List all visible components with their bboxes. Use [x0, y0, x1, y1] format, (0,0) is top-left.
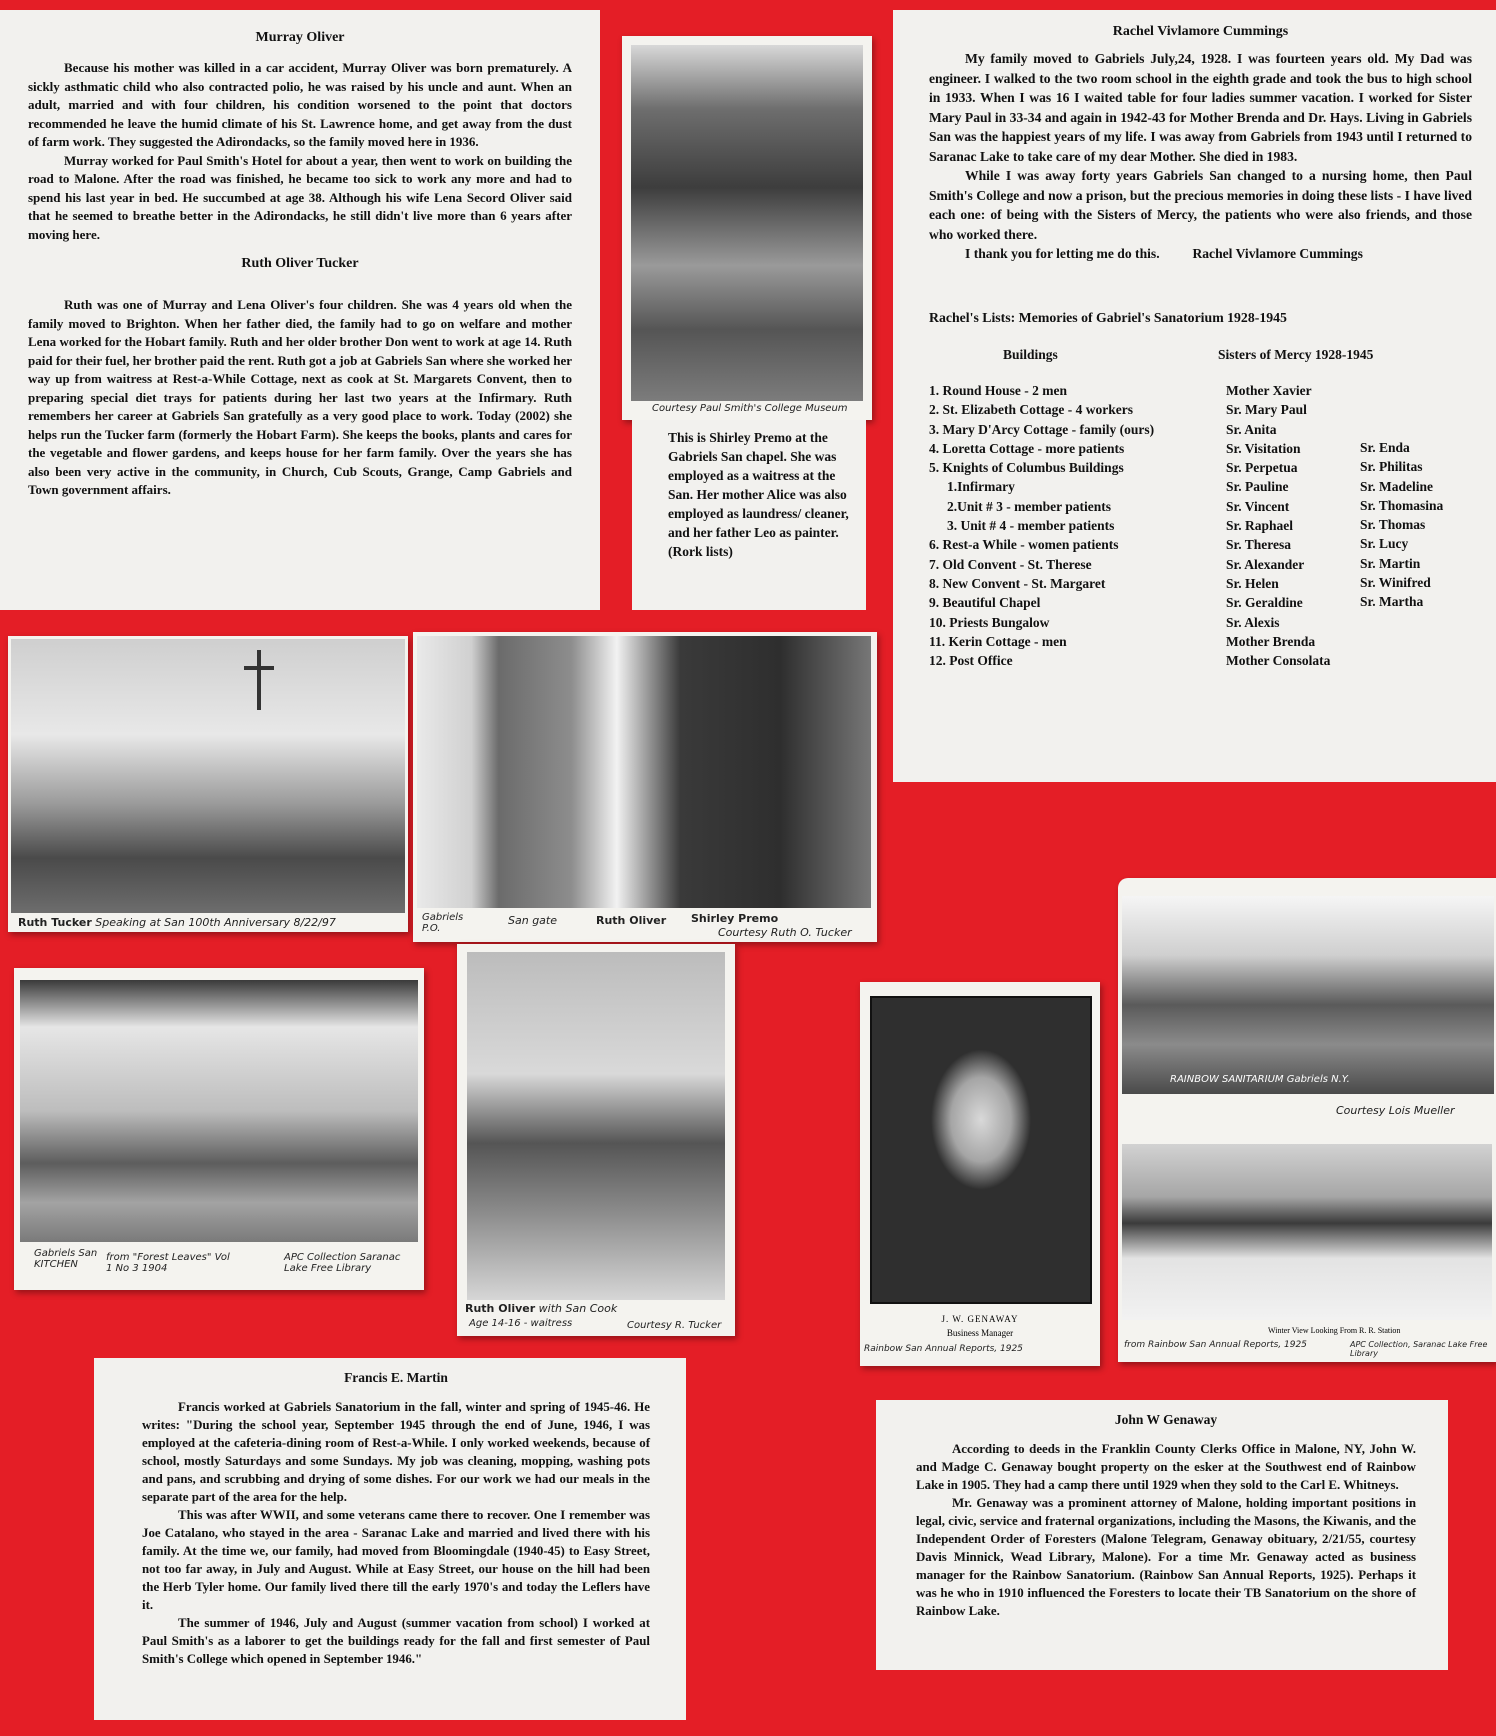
list-item: Sr. Theresa: [1226, 537, 1292, 553]
john-title: John W Genaway: [1114, 1412, 1218, 1427]
rainbow-label: RAINBOW SANITARIUM Gabriels N.Y.: [1170, 1074, 1350, 1085]
list-item: Sr. Thomas: [1360, 517, 1426, 533]
ruth-and-cook-photo: [467, 952, 725, 1300]
genaway-role: Business Manager: [946, 1328, 1014, 1338]
list-item: Sr. Philitas: [1360, 459, 1423, 475]
sisters-list-2: [1360, 438, 1443, 612]
rainbow-sanitarium-card: [1118, 878, 1496, 1362]
rachel-signature: Rachel Vivlamore Cummings: [1192, 246, 1363, 261]
gate-photo-card: [413, 632, 877, 942]
list-item: Sr. Geraldine: [1226, 595, 1303, 611]
sisters-header: Sisters of Mercy 1928-1945: [1218, 347, 1374, 362]
list-item: Sr. Helen: [1226, 575, 1279, 591]
shirley-caption: This is Shirley Premo at the Gabriels San chapel. She was employed as a waitress at the San. Her mother Alice was also employed as laundress/ cleaner, and her father Leo as painter. (Rork lists): [668, 430, 849, 559]
list-item: 2. St. Elizabeth Cottage - 4 workers: [929, 402, 1133, 418]
list-item: Sr. Thomasina: [1360, 497, 1444, 513]
list-item: Mother Consolata: [1226, 653, 1331, 669]
chapel-caption-name: Ruth Tucker: [18, 916, 92, 929]
rachel-title: Rachel Vivlamore Cummings: [1112, 24, 1289, 39]
list-item: 10. Priests Bungalow: [929, 614, 1050, 630]
shirley-premo-photo: [631, 45, 863, 401]
francis-card: [94, 1358, 686, 1720]
list-item: Sr. Enda: [1360, 440, 1410, 455]
gate-caption-po: Gabriels P.O.: [422, 912, 464, 934]
shirley-photo-card: [622, 36, 872, 420]
ruth-paragraph-1: Ruth was one of Murray and Lena Oliver's four children. She was 4 years old when the family moved to Brighton. When her father died, the family had to go on welfare and mother Lena worked for the Hobart family. Ruth and her older brother Don went to work at age 14. Ruth paid for their fuel, her brother paid the rent. Ruth got a job at Gabriels San where she worked her way up from waitress at Rest-a-While Cottage, next as cook at St. Margarets Convent, then to preparing special diet trays for patients during her last two years at the Infirmary. Ruth remembers her career at Gabriels San gratefully as a very good place to work. Today (2002) she helps run the Tucker farm (formerly the Hobart Farm). She keeps the books, plants and cares for the vegetable and flower gardens, and keeps house for her farm family. Over the years she has also been very active in the community, in Church, Cub Scouts, Grange, Camp Gabriels and Town government affairs.: [28, 297, 572, 497]
kitchen-photo-card: [14, 968, 424, 1290]
kitchen-source: from "Forest Leaves" Vol 1 No 3 1904: [106, 1252, 230, 1274]
list-item: Sr. Lucy: [1360, 536, 1409, 552]
genaway-name: J. W. GENAWAY: [941, 1314, 1019, 1324]
shirley-photo-credit: Courtesy Paul Smith's College Museum: [652, 403, 848, 414]
list-item: 1.Infirmary: [947, 479, 1015, 495]
list-item: Sr. Madeline: [1360, 478, 1434, 494]
list-item: 6. Rest-a While - women patients: [929, 537, 1119, 553]
kitchen-photo: [20, 980, 418, 1242]
list-item: Sr. Visitation: [1226, 440, 1301, 456]
john-paragraph-1: According to deeds in the Franklin County Clerks Office in Malone, NY, John W. and Madge C. Genaway bought property on the esker at the Southwest end of Rainbow Lake in 1905. They had a camp there until 1929 when they sold to the Carl E. Whitneys.: [916, 1442, 1416, 1492]
list-item: 2.Unit # 3 - member patients: [947, 498, 1111, 514]
rainbow-credit: Courtesy Lois Mueller: [1336, 1104, 1455, 1117]
list-item: 3. Mary D'Arcy Cottage - family (ours): [929, 421, 1155, 437]
francis-paragraph-2: This was after WWII, and some veterans came there to recover. One I remember was Joe Catalano, who stayed in the area - Saranac Lake and married and lived there with his family. At the time we, our family, had moved from Bloomingdale (1940-45) to Easy Street, not too far away, in July and August. While at Easy Street, our house on the hill had been the Herb Tyler home. Our family lived there till the early 1970's and today the Leflers have it.: [142, 1508, 650, 1612]
murray-paragraph-2: Murray worked for Paul Smith's Hotel for about a year, then went to work on building the road to Malone. After the road was finished, he became too sick to work any more and had to spend his last year in bed. He succumbed at age 38. Although his wife Lena Secord Oliver said that he seemed to breathe better in the Adirondacks, he still didn't live more than 6 years after moving here.: [28, 152, 572, 242]
list-item: 1. Round House - 2 men: [929, 383, 1068, 398]
buildings-header: Buildings: [1003, 347, 1058, 362]
list-item: 8. New Convent - St. Margaret: [929, 575, 1106, 591]
list-item: Mother Xavier: [1226, 383, 1312, 398]
list-item: Sr. Vincent: [1226, 498, 1290, 514]
genaway-portrait: [870, 996, 1092, 1304]
list-item: Sr. Raphael: [1226, 518, 1294, 534]
murray-paragraph-1: Because his mother was killed in a car accident, Murray Oliver was born prematurely. A sickly asthmatic child who also contracted polio, he was raised by his uncle and aunt. When an adult, married and with four children, his condition worsened to the point that doctors recommended he leave the humid climate of his St. Lawrence home, and get away from the dust of farm work. They suggested the Adirondacks, so the family moved here in 1936.: [28, 60, 572, 149]
list-item: 4. Loretta Cottage - more patients: [929, 440, 1125, 456]
list-item: Sr. Pauline: [1226, 479, 1289, 495]
cook-photo-card: [457, 944, 735, 1336]
gate-caption-ruth: Ruth Oliver: [596, 914, 667, 927]
gate-caption-shirley: Shirley Premo: [691, 912, 779, 925]
cook-caption: with San Cook: [538, 1302, 618, 1315]
list-item: Sr. Alexander: [1226, 556, 1305, 572]
genaway-source: Rainbow San Annual Reports, 1925: [864, 1344, 1023, 1354]
cook-credit: Courtesy R. Tucker: [627, 1320, 722, 1331]
list-item: Sr. Martin: [1360, 555, 1421, 571]
shirley-caption-card: [632, 420, 866, 610]
winter-source-collection: APC Collection, Saranac Lake Free Library: [1350, 1340, 1488, 1358]
rachel-card: [893, 10, 1496, 782]
cross-icon: [244, 650, 274, 710]
san-gate-photo: [417, 636, 871, 908]
chapel-photo: [11, 639, 405, 913]
list-item: Sr. Martha: [1360, 594, 1424, 610]
rachel-paragraph-2: While I was away forty years Gabriels San changed to a nursing home, then Paul Smith's College and now a prison, but the precious memories in doing these lists - I have lived each one: of being with the Sisters of Mercy, the patients who were also friends, and those who worked there.: [929, 168, 1472, 242]
list-item: 11. Kerin Cottage - men: [929, 633, 1067, 649]
rachel-thanks: I thank you for letting me do this.: [965, 246, 1160, 261]
list-item: Sr. Anita: [1226, 421, 1277, 437]
list-item: 5. Knights of Columbus Buildings: [929, 460, 1124, 476]
list-item: 12. Post Office: [929, 653, 1013, 669]
cook-caption-name: Ruth Oliver: [465, 1302, 536, 1315]
list-item: Sr. Mary Paul: [1226, 402, 1307, 418]
list-item: Sr. Winifred: [1360, 575, 1431, 591]
gate-credit: Courtesy Ruth O. Tucker: [718, 926, 852, 939]
list-item: 9. Beautiful Chapel: [929, 595, 1041, 611]
murray-ruth-card: [0, 10, 600, 610]
rachel-lists-title: Rachel's Lists: Memories of Gabriel's Sanatorium 1928-1945: [929, 310, 1287, 325]
cook-caption-age: Age 14-16 - waitress: [469, 1318, 573, 1329]
murray-title: Murray Oliver: [255, 30, 345, 45]
sisters-list-1: [1226, 381, 1330, 670]
gate-caption-gate: San gate: [508, 914, 557, 927]
winter-caption: Winter View Looking From R. R. Station: [1268, 1326, 1401, 1335]
list-item: Mother Brenda: [1226, 633, 1316, 649]
list-item: 3. Unit # 4 - member patients: [947, 518, 1115, 534]
kitchen-caption: Gabriels San KITCHEN: [34, 1248, 98, 1270]
francis-title: Francis E. Martin: [344, 1370, 448, 1385]
buildings-list: [929, 381, 1154, 670]
list-item: 7. Old Convent - St. Therese: [929, 556, 1092, 572]
john-paragraph-2: Mr. Genaway was a prominent attorney of Malone, holding important positions in legal, civic, service and fraternal organizations, including the Masons, the Kiwanis, and the Independent Order of Foresters (Malone Telegram, Genaway obituary, 2/21/55, courtesy Davis Minnick, Wead Library, Malone). For a time Mr. Genaway acted as business manager for the Rainbow Sanatorium. (Rainbow San Annual Reports, 1925). Perhaps it was he who in 1910 influenced the Foresters to locate their TB Sanatorium on the shore of Rainbow Lake.: [916, 1496, 1416, 1618]
chapel-photo-card: [8, 636, 408, 932]
winter-view-photo: [1122, 1144, 1492, 1320]
ruth-title: Ruth Oliver Tucker: [241, 256, 359, 271]
kitchen-collection: APC Collection Saranac Lake Free Library: [284, 1252, 401, 1274]
chapel-caption: Speaking at San 100th Anniversary 8/22/97: [95, 916, 336, 929]
john-genaway-card: [876, 1400, 1448, 1670]
genaway-portrait-card: [860, 982, 1100, 1366]
list-item: Sr. Perpetua: [1226, 460, 1298, 476]
rainbow-sanitarium-photo: [1122, 896, 1494, 1094]
list-item: Sr. Alexis: [1226, 614, 1280, 630]
francis-paragraph-1: Francis worked at Gabriels Sanatorium in the fall, winter and spring of 1945-46. He writes: "During the school year, September 1945 through the end of June, 1946, I was employed at the cafeteria-dining room of Rest-a-While. I only worked weekends, because of school, mostly Saturdays and some Sundays. My job was cleaning, mopping, washing pots and pans, and scrubbing and drying of some dishes. For our work we had our meals in the separate part of the area for the help.: [142, 1400, 650, 1504]
francis-paragraph-3: The summer of 1946, July and August (summer vacation from school) I worked at Paul Smith's as a laborer to get the buildings ready for the fall and first semester of Paul Smith's College which opened in September 1946.": [142, 1616, 650, 1666]
winter-source: from Rainbow San Annual Reports, 1925: [1124, 1340, 1307, 1350]
rachel-paragraph-1: My family moved to Gabriels July,24, 1928. I was fourteen years old. My Dad was engineer. I walked to the two room school in the eighth grade and took the bus to high school in 1933. When I was 16 I waited table for four ladies summer vacation. I worked for Sister Mary Paul in 33-34 and again in 1942-43 for Mother Brenda and Dr. Hays. Living in Gabriels San was the happiest years of my life. I was away from Gabriels from 1943 until I returned to Saranac Lake to take care of my dear Mother. She died in 1983.: [929, 51, 1472, 164]
